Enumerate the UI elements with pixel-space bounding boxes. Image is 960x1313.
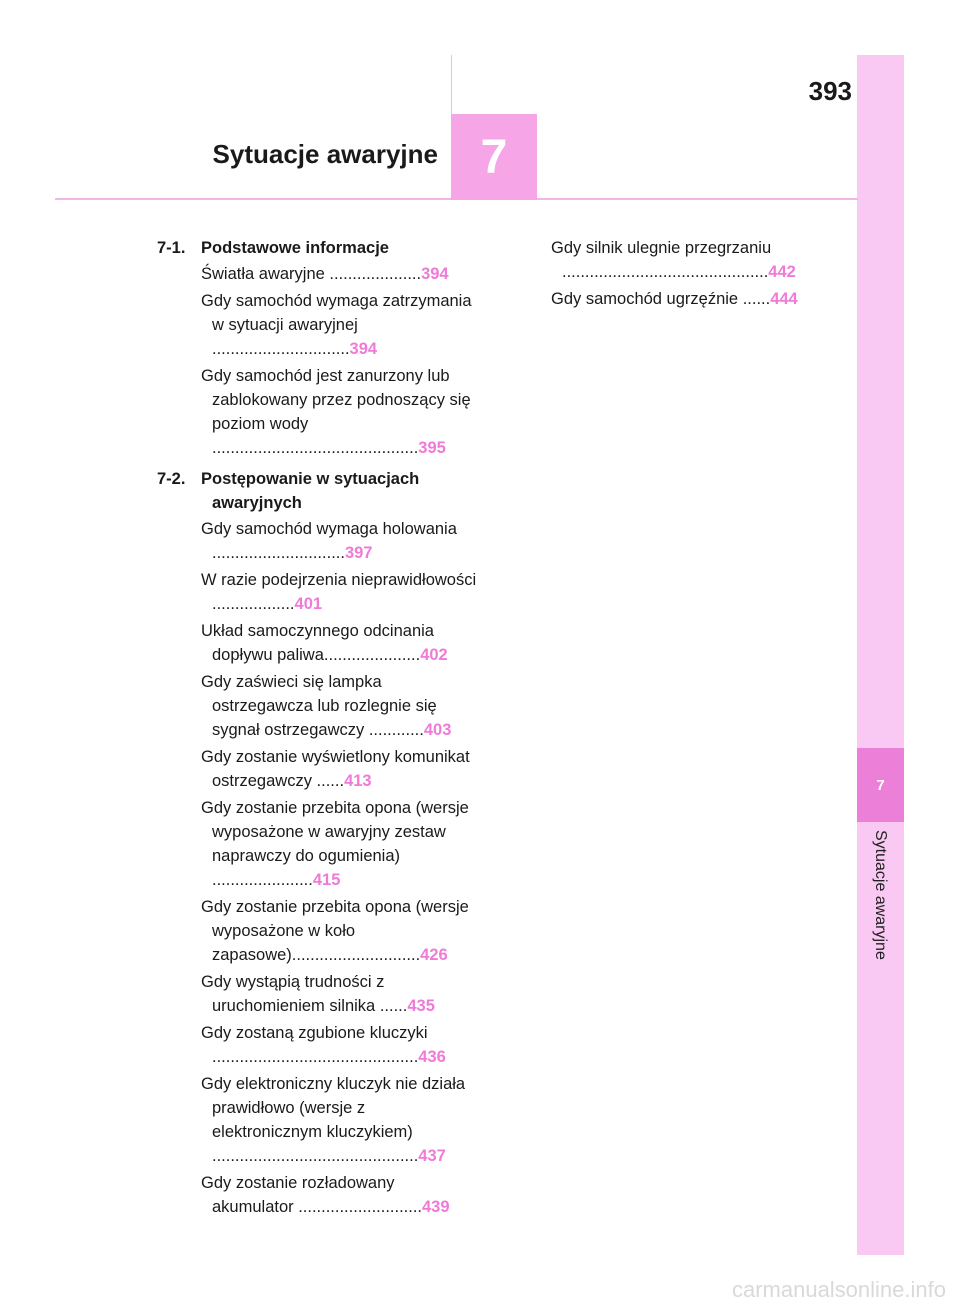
section-title: Podstawowe informacje — [201, 239, 389, 257]
chapter-number-box: 7 — [451, 114, 537, 200]
toc-entry[interactable]: Gdy zostanie przebita opona (wersje wyposażone w koło zapasowe)............................426 — [201, 898, 469, 964]
toc-entry[interactable]: Gdy wystąpią trudności z uruchomieniem silnika ......435 — [201, 973, 435, 1015]
toc-section-heading — [157, 236, 477, 260]
toc-entry[interactable]: Gdy zaświeci się lampka ostrzegawcza lub rozlegnie się sygnał ostrzegawczy ............403 — [201, 673, 452, 739]
page-link[interactable]: 444 — [770, 290, 798, 308]
page-link[interactable]: 437 — [418, 1147, 446, 1165]
toc-entry[interactable]: Układ samoczynnego odcinania dopływu paliwa.....................402 — [201, 622, 448, 664]
page-link[interactable]: 426 — [420, 946, 448, 964]
toc-entry[interactable]: Gdy zostaną zgubione kluczyki .............................................436 — [201, 1024, 446, 1066]
page-link[interactable]: 439 — [422, 1198, 450, 1216]
page-link[interactable]: 394 — [349, 340, 378, 358]
toc-entry[interactable]: Gdy zostanie rozładowany akumulator ...........................439 — [201, 1174, 450, 1216]
toc-entry[interactable]: Gdy zostanie wyświetlony komunikat ostrzegawczy ......413 — [201, 748, 470, 790]
page-link[interactable]: 395 — [418, 439, 446, 457]
page-link[interactable]: 415 — [312, 871, 341, 889]
page-number: 393 — [808, 76, 852, 106]
section-title: Postępowanie w sytuacjach awaryjnych — [201, 470, 420, 512]
toc-entry[interactable]: W razie podejrzenia nieprawidłowości ..................401 — [201, 571, 477, 613]
side-tab-number: 7 — [857, 748, 904, 822]
toc-entry[interactable]: Gdy samochód wymaga zatrzymania w sytuacji awaryjnej ..............................394 — [201, 292, 472, 358]
page-link[interactable]: 413 — [344, 772, 372, 790]
page-link[interactable]: 403 — [423, 721, 452, 739]
side-tab-label: Sytuacje awaryjne — [872, 830, 889, 960]
footer-watermark: carmanualsonline.info — [731, 1277, 946, 1302]
page-link[interactable]: 397 — [344, 544, 373, 562]
toc-entry[interactable]: Gdy samochód jest zanurzony lub zablokowany przez podnoszący się poziom wody .............................................395 — [201, 367, 471, 457]
section-number: 7-2. — [157, 470, 186, 488]
page-link[interactable]: 436 — [418, 1048, 446, 1066]
toc-entry[interactable]: Gdy elektroniczny kluczyk nie działa prawidłowo (wersje z elektronicznym kluczykiem) .............................................437 — [201, 1075, 466, 1165]
toc-section-heading — [157, 467, 477, 515]
toc-left-column — [157, 236, 477, 1222]
toc-entry[interactable]: Gdy zostanie przebita opona (wersje wyposażone w awaryjny zestaw naprawczy do ogumienia) ......................415 — [201, 799, 469, 889]
page-link[interactable]: 435 — [407, 997, 435, 1015]
section-number: 7-1. — [157, 239, 186, 257]
toc-right-column — [551, 236, 829, 314]
toc-entry[interactable]: Gdy samochód ugrzęźnie ......444 — [551, 290, 798, 308]
toc-entry[interactable]: Gdy silnik ulegnie przegrzaniu .............................................442 — [551, 239, 796, 281]
toc-entry[interactable]: Gdy samochód wymaga holowania .............................397 — [201, 520, 457, 562]
chapter-title: Sytuacje awaryjne — [212, 139, 438, 169]
toc-entry[interactable]: Światła awaryjne ....................394 — [201, 265, 449, 283]
side-tab — [857, 55, 904, 1255]
page-link[interactable]: 394 — [421, 265, 449, 283]
page-link[interactable]: 401 — [294, 595, 323, 613]
page-link[interactable]: 402 — [420, 646, 448, 664]
page-link[interactable]: 442 — [768, 263, 796, 281]
